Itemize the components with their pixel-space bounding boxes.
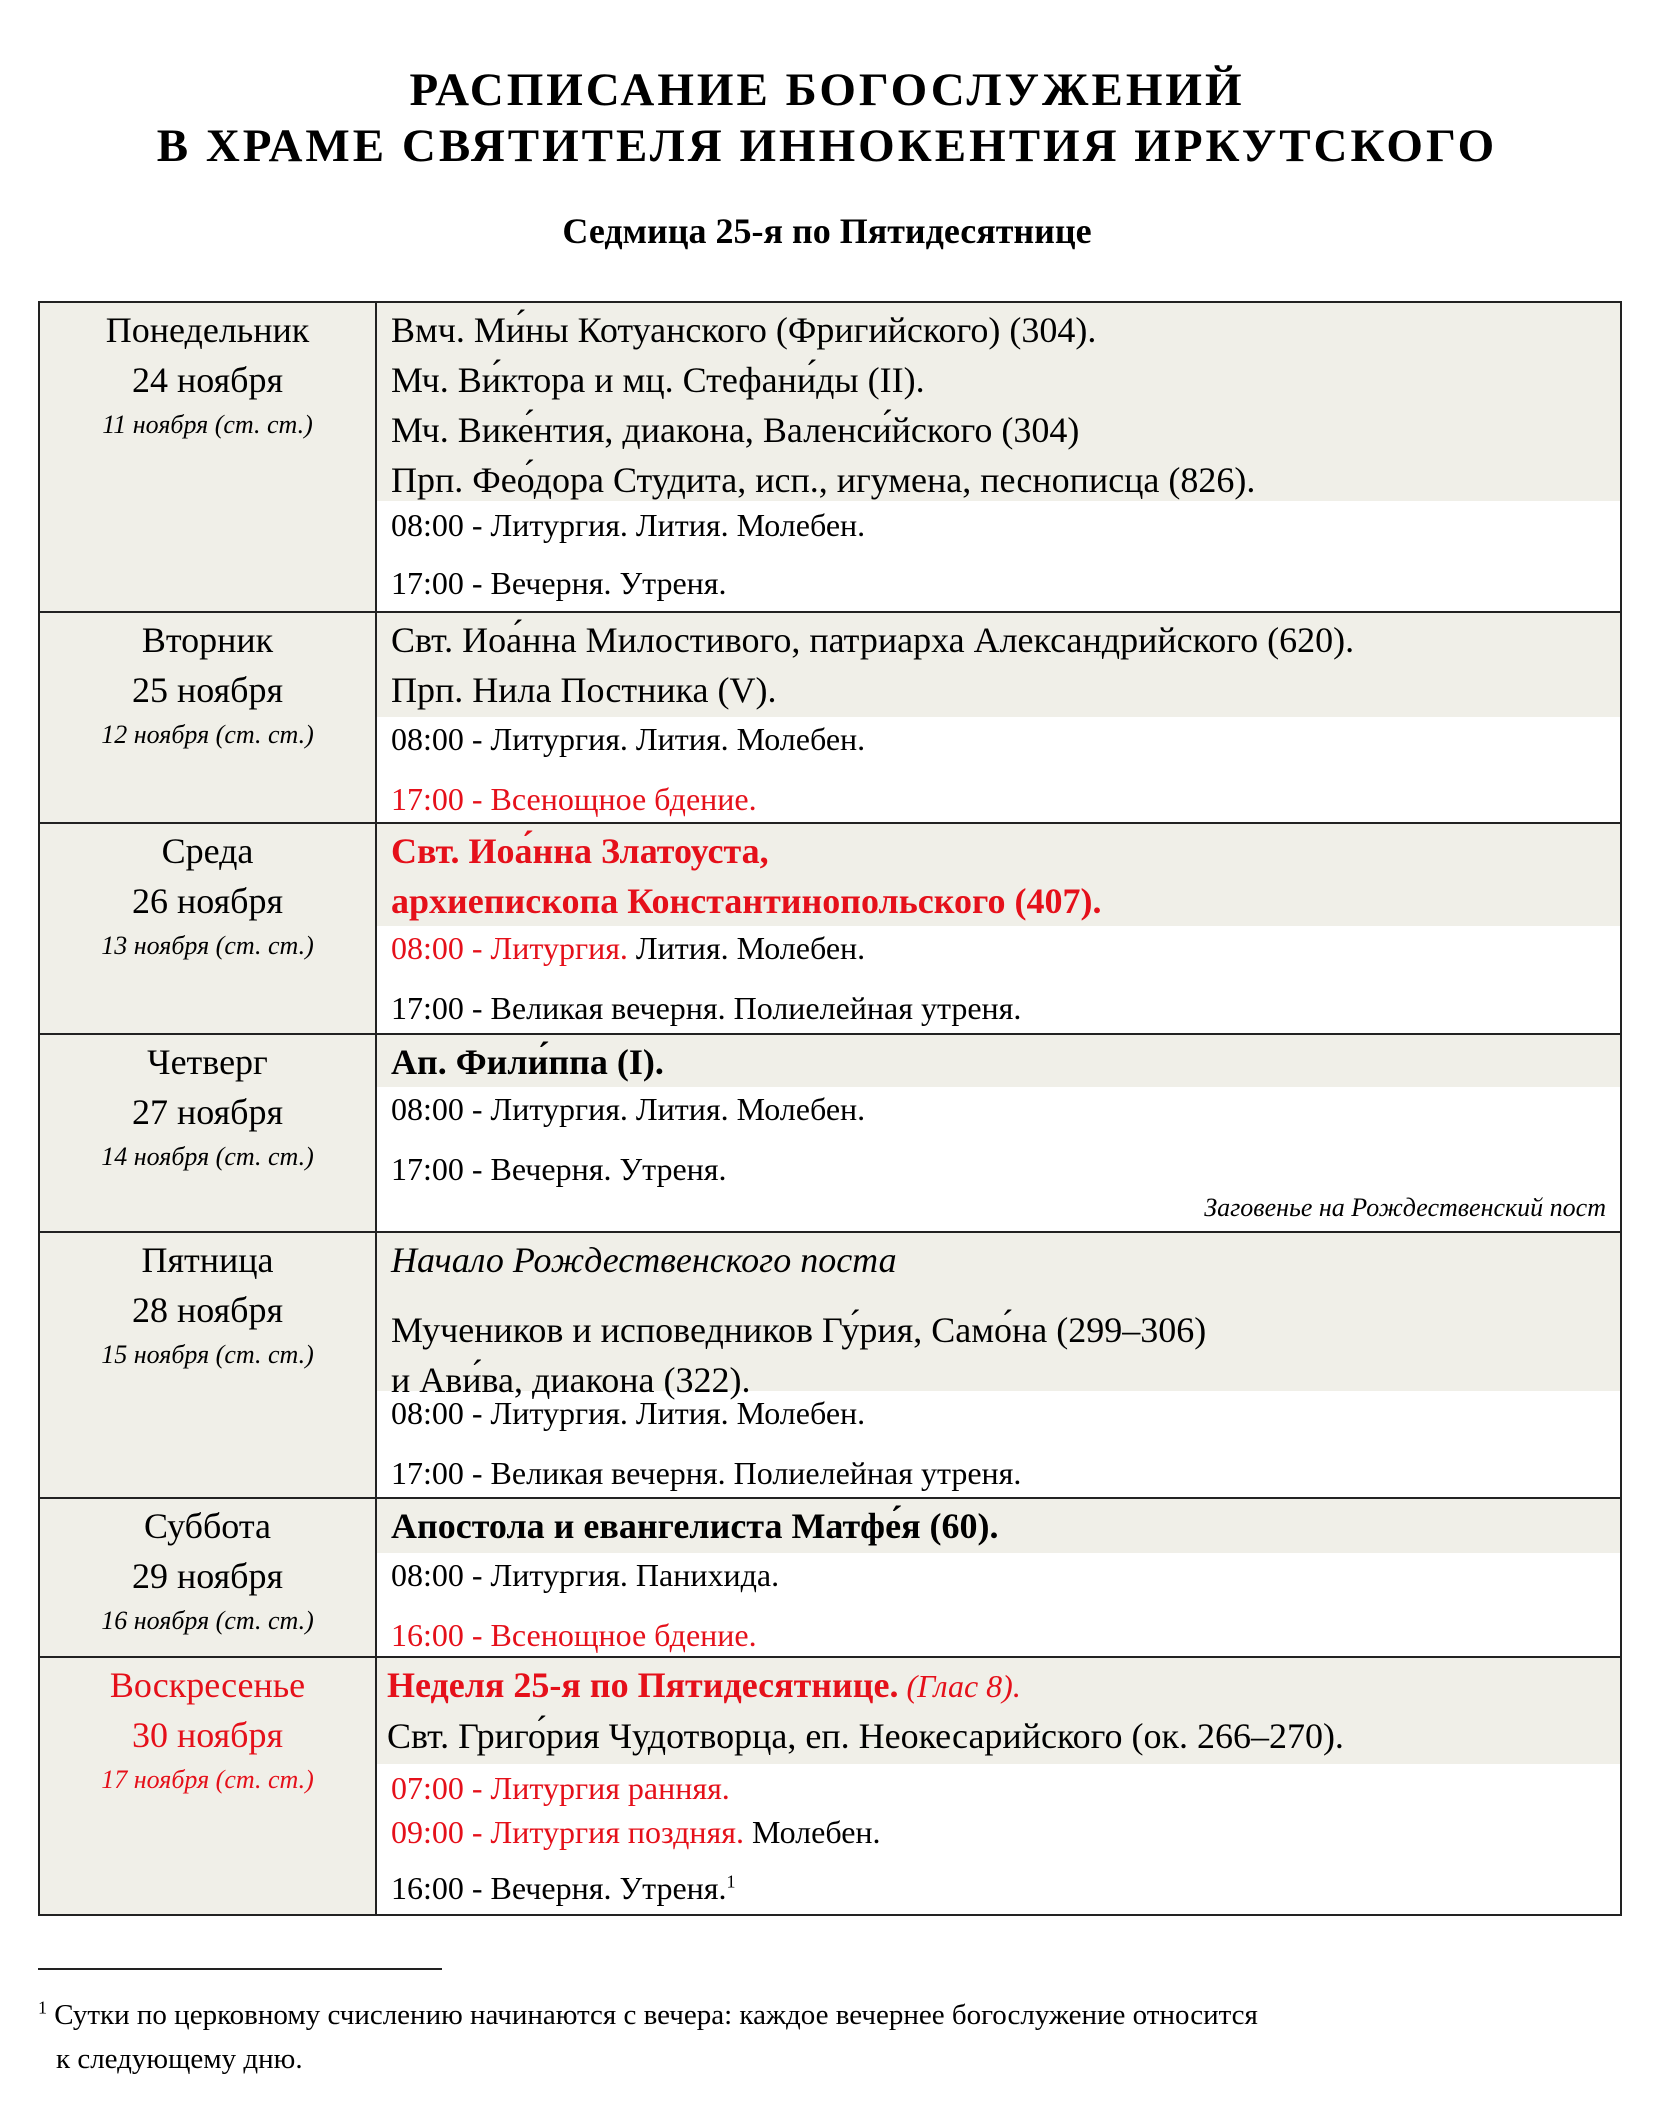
saints-block [377,1499,1620,1553]
day-cell [40,1233,377,1497]
footnote-text: Сутки по церковному счислению начинаются с вечера: каждое вечернее богослужение относится [54,1999,1258,2031]
services-block [377,717,1620,821]
saint-line: Вмч. Ми́ны Котуанского (Фригийского) (304). [391,310,1097,350]
service-highlight: 09:00 - Литургия поздняя. [391,1814,744,1850]
day-row-sunday [40,1656,1620,1914]
service-rest: Лития. Молебен. [627,930,866,966]
saints-block [377,1658,1620,1764]
service-line: 17:00 - Вечерня. Утреня. [391,1151,727,1187]
day-date: 30 ноября [131,1715,283,1755]
saints-block [377,613,1620,717]
service-line [391,1866,1606,1910]
services-block [377,1087,1620,1191]
week-subtitle: Седмица 25-я по Пятидесятнице [562,211,1092,251]
day-name: Пятница [141,1240,274,1280]
day-row-tuesday [40,611,1620,822]
day-name: Понедельник [105,310,310,350]
service-line: 08:00 - Литургия. Лития. Молебен. [391,721,866,757]
day-date: 26 ноября [131,881,283,921]
service-line [391,926,1606,970]
day-date: 24 ноября [131,360,283,400]
saint-line: Мучеников и исповедников Гу́рия, Само́на (299–306) [391,1310,1207,1350]
old-style-date: 14 ноября (ст. ст.) [101,1142,314,1171]
saints-block [377,824,1620,926]
day-cell [40,613,377,822]
day-date: 29 ноября [131,1556,283,1596]
saint-line: и Ави́ва, диакона (322). [391,1360,751,1400]
day-content [377,1499,1620,1656]
feast-line [387,1660,1606,1711]
services-block [377,1766,1620,1910]
service-line: 08:00 - Литургия. Лития. Молебен. [391,1395,866,1431]
service-line: 17:00 - Вечерня. Утреня. [391,565,727,601]
saint-line: Ап. Фили́ппа (I). [391,1042,664,1082]
tone-label: (Глас 8). [898,1668,1021,1704]
old-style-date: 12 ноября (ст. ст.) [101,720,314,749]
day-name: Вторник [141,620,274,660]
saint-line: Апостола и евангелиста Матфе́я (60). [391,1506,999,1546]
service-line: 08:00 - Литургия. Лития. Молебен. [391,507,866,543]
day-content [377,1658,1620,1914]
feast-line: Свт. Иоа́нна Златоуста, [391,831,769,871]
old-style-date: 11 ноября (ст. ст.) [102,410,313,439]
footnote-divider [38,1968,442,1970]
saints-block [377,1035,1620,1087]
day-name: Воскресенье [109,1665,306,1705]
day-row-thursday [40,1033,1620,1231]
footnote [38,1993,1538,2081]
day-cell [40,1035,377,1231]
day-date: 28 ноября [131,1290,283,1330]
day-date: 27 ноября [131,1092,283,1132]
service-line: 17:00 - Великая вечерня. Полиелейная утреня. [391,1455,1022,1491]
services-block [377,926,1620,1030]
fast-note: Начало Рождественского поста [391,1240,897,1280]
old-style-date: 13 ноября (ст. ст.) [101,931,314,960]
footnote-number: 1 [38,1997,47,2018]
day-row-monday [40,303,1620,611]
day-row-friday [40,1231,1620,1497]
service-line: 08:00 - Литургия. Лития. Молебен. [391,1091,866,1127]
feast-title: Неделя 25-я по Пятидесятнице. [387,1665,899,1705]
feast-line: архиепископа Константинопольского (407). [391,881,1102,921]
service-line [391,1810,1606,1854]
day-row-wednesday [40,822,1620,1033]
old-style-date: 17 ноября (ст. ст.) [101,1765,314,1794]
saints-block [377,303,1620,501]
day-name: Суббота [144,1506,271,1546]
footnote-line1 [38,1993,1538,2037]
service-text: 16:00 - Вечерня. Утреня. [391,1870,727,1906]
page-title-line1: РАСПИСАНИЕ БОГОСЛУЖЕНИЙ [409,64,1245,116]
day-content [377,613,1620,822]
day-cell [40,1658,377,1914]
services-block [377,1553,1620,1657]
day-cell [40,303,377,611]
schedule-table [38,301,1622,1916]
day-content [377,303,1620,611]
old-style-date: 15 ноября (ст. ст.) [101,1340,314,1369]
day-name: Четверг [147,1042,268,1082]
service-highlight: 08:00 - Литургия. [391,930,628,966]
saint-line: Прп. Нила Постника (V). [391,670,777,710]
saint-line: Мч. Вике́нтия, диакона, Валенси́йского (304) [391,410,1080,450]
service-line-highlight: 17:00 - Всенощное бдение. [391,781,757,817]
saints-block [377,1233,1620,1400]
service-rest: Молебен. [743,1814,881,1850]
day-date: 25 ноября [131,670,283,710]
day-content [377,1035,1620,1231]
services-block [377,503,1620,605]
page-title-line2: В ХРАМЕ СВЯТИТЕЛЯ ИННОКЕНТИЯ ИРКУТСКОГО [156,120,1498,172]
saint-line: Свт. Григо́рия Чудотворца, еп. Неокесарийского (ок. 266–270). [387,1716,1344,1756]
service-line-highlight: 07:00 - Литургия ранняя. [391,1770,730,1806]
service-line-highlight: 16:00 - Всенощное бдение. [391,1617,757,1653]
day-row-saturday [40,1497,1620,1656]
footnote-line2: к следующему дню. [56,2043,303,2075]
footnote-ref[interactable]: 1 [726,1871,736,1892]
services-block [377,1391,1620,1495]
old-style-date: 16 ноября (ст. ст.) [101,1606,314,1635]
day-content [377,824,1620,1033]
service-line: 08:00 - Литургия. Панихида. [391,1557,780,1593]
day-name: Среда [161,831,254,871]
service-line: 17:00 - Великая вечерня. Полиелейная утреня. [391,990,1022,1026]
fast-note: Заговенье на Рождественский пост [1204,1193,1606,1222]
day-content [377,1233,1620,1497]
day-cell [40,824,377,1033]
day-cell [40,1499,377,1656]
saint-line: Свт. Иоа́нна Милостивого, патриарха Александрийского (620). [391,620,1355,660]
saint-line: Прп. Фео́дора Студита, исп., игумена, песнописца (826). [391,460,1256,500]
saint-line: Мч. Ви́ктора и мц. Стефани́ды (II). [391,360,925,400]
